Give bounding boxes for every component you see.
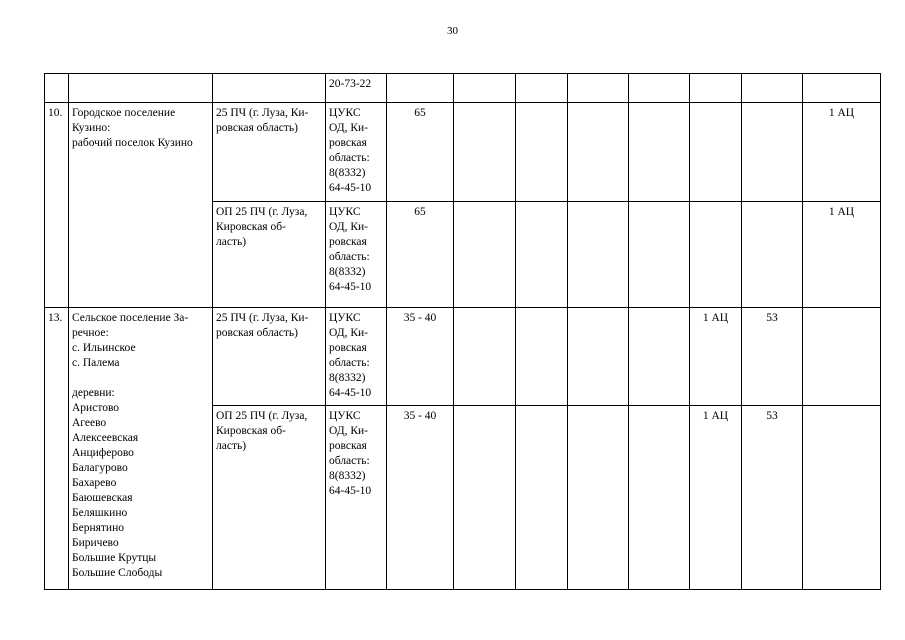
equipment-cell: 1 АЦ	[803, 103, 881, 202]
table-row-continuation	[45, 74, 881, 103]
table-row	[45, 308, 881, 406]
villages-label: деревни:	[72, 387, 115, 399]
table-row	[45, 103, 881, 202]
contact-cell: ЦУКС ОД, Ки- ровская область: 8(8332) 64-45-10	[326, 202, 387, 308]
resource-table	[44, 73, 881, 590]
time-cell: 65	[387, 202, 454, 308]
row-number: 10.	[45, 103, 69, 308]
cell-empty	[69, 74, 213, 103]
settlement-cell: Городское поселение Кузино: рабочий поселок Кузино	[69, 103, 213, 308]
unit-cell: 25 ПЧ (г. Луза, Ки- ровская область)	[213, 103, 326, 202]
equipment-cell: 1 АЦ	[803, 202, 881, 308]
value-cell: 53	[742, 308, 803, 406]
settlement-head: Сельское поселение За- речное: с. Ильинское с. Палема	[72, 312, 189, 369]
time-cell: 35 - 40	[387, 406, 454, 590]
contact-cell: ЦУКС ОД, Ки- ровская область: 8(8332) 64-45-10	[326, 308, 387, 406]
contact-cell: 20-73-22	[326, 74, 387, 103]
settlement-cell	[69, 308, 213, 590]
unit-cell: 25 ПЧ (г. Луза, Ки- ровская область)	[213, 308, 326, 406]
unit-cell: ОП 25 ПЧ (г. Луза, Кировская об- ласть)	[213, 406, 326, 590]
row-number: 13.	[45, 308, 69, 590]
time-cell: 35 - 40	[387, 308, 454, 406]
contact-cell: ЦУКС ОД, Ки- ровская область: 8(8332) 64-45-10	[326, 406, 387, 590]
equipment-cell: 1 АЦ	[690, 406, 742, 590]
contact-cell: ЦУКС ОД, Ки- ровская область: 8(8332) 64-45-10	[326, 103, 387, 202]
time-cell: 65	[387, 103, 454, 202]
unit-cell: ОП 25 ПЧ (г. Луза, Кировская об- ласть)	[213, 202, 326, 308]
page-number: 30	[447, 25, 458, 37]
cell-empty	[45, 74, 69, 103]
value-cell: 53	[742, 406, 803, 590]
cell-empty	[213, 74, 326, 103]
villages-list: Аристово Агеево Алексеевская Анциферово Балагурово Бахарево Баюшевская Беляшкино Бернятино Биричево Большие Крутцы Большие Слободы	[72, 402, 163, 579]
equipment-cell: 1 АЦ	[690, 308, 742, 406]
